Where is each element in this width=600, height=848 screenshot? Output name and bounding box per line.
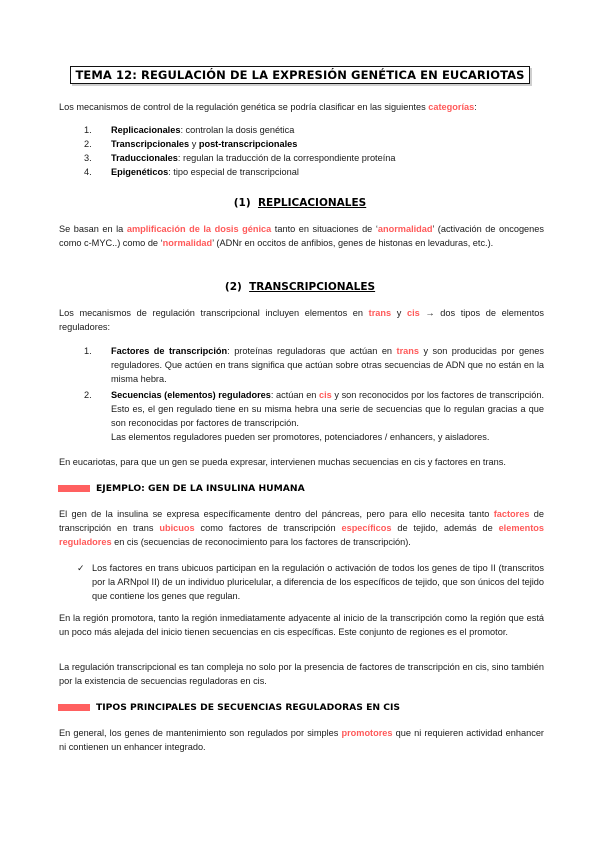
section-title: TRANSCRIPCIONALES	[249, 281, 376, 293]
text-run: y	[391, 308, 408, 318]
heading-bar	[58, 485, 90, 492]
text-run: como factores de transcripción	[194, 523, 342, 533]
list-item	[84, 123, 544, 137]
insulina-paragraph	[59, 507, 544, 549]
text-run: que ni requieren actividad enhancer ni contienen un enhancer integrado.	[59, 728, 544, 752]
list-text: : tipo especial de transcripcional	[168, 167, 299, 177]
text-run: El gen de la insulina se expresa específicamente dentro del páncreas, pero para ello necesita tanto	[59, 509, 494, 519]
list-bold: Traduccionales	[111, 153, 178, 163]
list-bold: post-transcripcionales	[198, 139, 298, 149]
highlight-run: anormalidad	[377, 224, 433, 234]
list-number: 2.	[84, 139, 92, 149]
text-run: y son producidas por genes reguladores. Que actúen en trans significa que actúan sobre otras secuencias de ADN que no están en la misma hebra.	[111, 346, 544, 384]
list-text: : regulan la traducción de la correspondiente proteína	[177, 153, 396, 163]
highlight-run: específicos	[341, 523, 392, 533]
list-bold: Secuencias (elementos) reguladores	[111, 390, 271, 400]
reguladores-list	[84, 344, 544, 444]
text-run: y son reconocidos por los factores de transcripción. Esto es, el gen regulado tiene en su misma hebra una serie de secuencias que lo regulan gracias a que son reconocidas por factores de transcripción.	[111, 390, 544, 428]
list-text: : controlan la dosis genética	[180, 125, 295, 135]
categories-list	[84, 123, 544, 179]
mantenimiento-paragraph	[59, 726, 544, 754]
eucariotas-paragraph: En eucariotas, para que un gen se pueda expresar, intervienen muchas secuencias en cis y factores en trans.	[59, 457, 506, 467]
list-bold: Epigenéticos	[111, 167, 169, 177]
check-icon: ✓	[77, 563, 85, 573]
list-item	[84, 344, 544, 386]
highlight-run: trans	[368, 308, 392, 318]
check-item	[77, 561, 544, 603]
highlight-run: ubicuos	[159, 523, 195, 533]
list-number: 3.	[84, 153, 92, 163]
text-run: en cis (secuencias de reconocimiento para los factores de transcripción).	[111, 537, 411, 547]
title-wrap	[0, 66, 600, 84]
list-number: 1.	[84, 125, 92, 135]
text-run: En general, los genes de mantenimiento son regulados por simples	[59, 728, 342, 738]
list-item	[84, 388, 544, 444]
text-run: : actúan en	[270, 390, 320, 400]
heading-bar	[58, 704, 90, 711]
heading-title: EJEMPLO: GEN DE LA INSULINA HUMANA	[96, 482, 305, 494]
highlight-run: cis	[407, 308, 420, 318]
section-heading-transcripcionales	[0, 281, 600, 293]
text-run: Se basan en la	[59, 224, 127, 234]
transcripcionales-paragraph	[59, 306, 544, 334]
highlight-run: trans	[396, 346, 419, 356]
intro-paragraph	[59, 100, 544, 114]
text-run: Los mecanismos de regulación transcripcional incluyen elementos en	[59, 308, 369, 318]
list-bold: Factores de transcripción	[111, 346, 228, 356]
section-title: REPLICACIONALES	[257, 197, 367, 209]
text-run: ’ (activación de oncogenes como c-MYC..) como de ‘	[59, 224, 544, 248]
page-title: TEMA 12: REGULACIÓN DE LA EXPRESIÓN GENÉTICA EN EUCARIOTAS	[70, 66, 529, 84]
replicacionales-paragraph	[59, 222, 544, 250]
list-bold: Transcripcionales	[111, 139, 190, 149]
text-run: de tejido, además de	[391, 523, 499, 533]
example-heading	[58, 481, 305, 495]
highlight-run: elementos reguladores	[59, 523, 545, 547]
list-number: 4.	[84, 167, 92, 177]
highlight-run: normalidad	[162, 238, 213, 248]
intro-highlight: categorías	[428, 102, 475, 112]
highlight-run: factores	[493, 509, 530, 519]
text-run: → dos tipos de elementos reguladores:	[59, 308, 545, 332]
promotora-paragraph: En la región promotora, tanto la región inmediatamente adyacente al inicio de la transcripción como la región que está un poco más alejada del inicio tienen secuencias en cis específicas. Este conjunto de regiones es el promotor.	[59, 613, 544, 637]
heading-title: TIPOS PRINCIPALES DE SECUENCIAS REGULADORAS EN CIS	[96, 701, 401, 713]
intro-text: Los mecanismos de control de la regulación genética se podría clasificar en las siguientes	[59, 102, 429, 112]
list-number: 1.	[84, 346, 92, 356]
list-item	[84, 151, 544, 165]
text-run: tanto en situaciones de ‘	[271, 224, 378, 234]
section-number: (1)	[233, 197, 251, 209]
intro-end: :	[474, 102, 477, 112]
text-run: : proteínas reguladoras que actúan en	[227, 346, 397, 356]
list-item	[84, 165, 544, 179]
list-bold: Replicacionales	[111, 125, 181, 135]
highlight-run: amplificación de la dosis génica	[126, 224, 272, 234]
highlight-run: promotores	[341, 728, 393, 738]
text-run: ’ (ADNr en occitos de anfibios, genes de histonas en levaduras, etc.).	[212, 238, 494, 248]
section-heading-replicacionales	[0, 197, 600, 209]
highlight-run: cis	[319, 390, 332, 400]
text-run: Los factores en trans ubicuos participan en la regulación o activación de todos los genes de tipo II (transcritos por la ARNpol II) de un individuo pluricelular, a diferencia de los específicos de tejido, que son únicos del tejido que contiene los genes que regulan.	[92, 563, 544, 601]
types-heading	[58, 700, 400, 714]
text-run: de transcripción en trans	[59, 509, 545, 533]
list-text: y	[189, 139, 199, 149]
compleja-paragraph: La regulación transcripcional es tan compleja no solo por la presencia de factores de transcripción en cis, sino también por la existencia de secuencias reguladoras en cis.	[59, 662, 544, 686]
section-number: (2)	[224, 281, 242, 293]
list-number: 2.	[84, 390, 92, 400]
text-run: Las elementos reguladores pueden ser promotores, potenciadores / enhancers, y aisladores.	[111, 432, 490, 442]
list-item	[84, 137, 544, 151]
